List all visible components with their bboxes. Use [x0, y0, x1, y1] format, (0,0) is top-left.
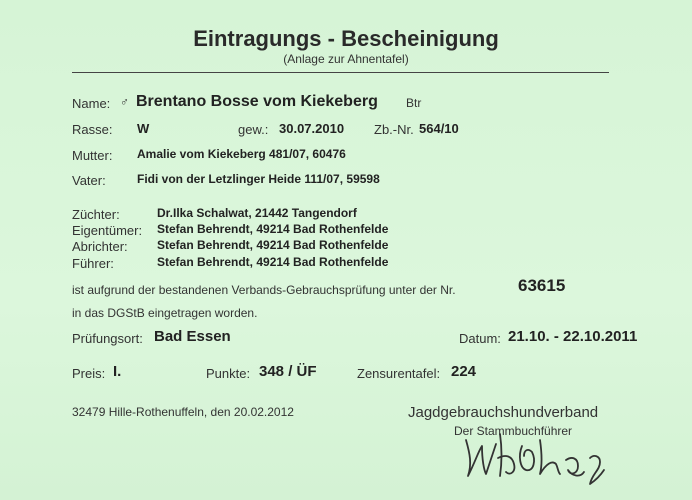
gew-value: 30.07.2010 [279, 121, 345, 136]
rasse-value: W [137, 121, 150, 136]
title-divider [72, 72, 609, 73]
document-subtitle: (Anlage zur Ahnentafel) [283, 52, 409, 66]
statement-line-2: in das DGStB eingetragen worden. [72, 306, 258, 320]
registration-number: 63615 [518, 276, 566, 295]
zensurentafel-value: 224 [451, 363, 477, 380]
punkte-value: 348 / ÜF [259, 363, 317, 380]
datum-label: Datum: [459, 331, 501, 346]
dog-name: Brentano Bosse vom Kiekeberg [136, 93, 378, 110]
zuechter-label: Züchter: [72, 207, 120, 222]
name-suffix: Btr [406, 96, 422, 110]
gew-label: gew.: [238, 122, 269, 137]
preis-label: Preis: [72, 366, 106, 381]
abrichter-value: Stefan Behrendt, 49214 Bad Rothenfelde [157, 238, 389, 252]
place-date: 32479 Hille-Rothenuffeln, den 20.02.2012 [72, 405, 294, 419]
name-label: Name: [72, 96, 111, 111]
eigentuemer-label: Eigentümer: [72, 223, 143, 238]
vater-label: Vater: [72, 173, 106, 188]
pruefungsort-value: Bad Essen [154, 328, 231, 345]
rasse-label: Rasse: [72, 122, 113, 137]
punkte-label: Punkte: [206, 366, 251, 381]
preis-value: I. [113, 363, 122, 380]
zensurentafel-label: Zensurentafel: [357, 366, 441, 381]
zuechter-value: Dr.Ilka Schalwat, 21442 Tangendorf [157, 206, 357, 220]
fuehrer-value: Stefan Behrendt, 49214 Bad Rothenfelde [157, 255, 389, 269]
organization-name: Jagdgebrauchshundverband [408, 404, 599, 421]
male-symbol-icon: ♂ [120, 95, 129, 109]
mutter-value: Amalie vom Kiekeberg 481/07, 60476 [137, 147, 346, 161]
handwritten-signature [448, 420, 648, 490]
statement-line-1: ist aufgrund der bestandenen Verbands-Gebrauchsprüfung unter der Nr. [72, 283, 456, 297]
fuehrer-label: Führer: [72, 256, 114, 271]
vater-value: Fidi von der Letzlinger Heide 111/07, 59598 [137, 172, 380, 186]
document-title: Eintragungs - Bescheinigung [193, 26, 499, 51]
mutter-label: Mutter: [72, 148, 113, 163]
pruefungsort-label: Prüfungsort: [72, 331, 143, 346]
abrichter-label: Abrichter: [72, 239, 128, 254]
zb-label: Zb.-Nr. [374, 122, 414, 137]
signatory-role: Der Stammbuchführer [454, 424, 573, 438]
zb-value: 564/10 [419, 121, 459, 136]
datum-value: 21.10. - 22.10.2011 [508, 328, 638, 345]
eigentuemer-value: Stefan Behrendt, 49214 Bad Rothenfelde [157, 222, 389, 236]
